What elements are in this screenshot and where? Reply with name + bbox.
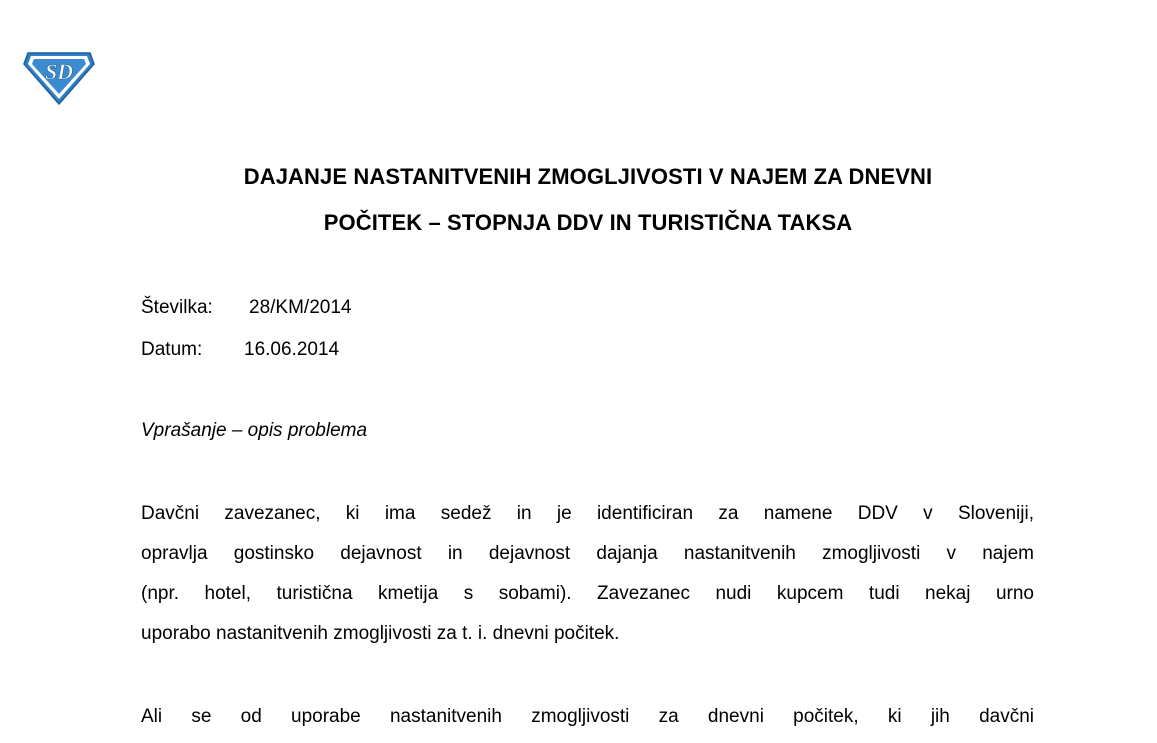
document-date-value: 16.06.2014 <box>244 339 340 360</box>
document-number-row <box>141 295 351 321</box>
document-title-line-2: POČITEK – STOPNJA DDV IN TURISTIČNA TAKSA <box>323 210 853 235</box>
question-heading: Vprašanje – opis problema <box>141 420 368 441</box>
paragraph-line: opravlja gostinsko dejavnost in dejavnost dajanja nastanitvenih zmogljivosti v najem <box>141 543 1034 564</box>
question-paragraph-2 <box>141 697 1034 737</box>
document-title <box>100 154 1076 246</box>
question-paragraph <box>141 494 1034 654</box>
document-title-line-1: DAJANJE NASTANITVENIH ZMOGLJIVOSTI V NAJEM ZA DNEVNI <box>243 164 933 189</box>
document-number-value: 28/KM/2014 <box>249 297 352 318</box>
document-date-label: Datum: <box>141 339 203 360</box>
document-number-label: Številka: <box>141 297 213 318</box>
paragraph-line: Ali se od uporabe nastanitvenih zmogljivosti za dnevni počitek, ki jih davčni <box>141 706 1034 727</box>
logo-text: SD <box>44 59 74 84</box>
document-date-row <box>141 337 339 363</box>
sd-diamond-logo-icon <box>22 50 96 106</box>
paragraph-line: uporabo nastanitvenih zmogljivosti za t. i. dnevni počitek. <box>141 623 620 644</box>
paragraph-line: (npr. hotel, turistična kmetija s sobami). Zavezanec nudi kupcem tudi nekaj urno <box>141 583 1034 604</box>
paragraph-line: Davčni zavezanec, ki ima sedež in je identificiran za namene DDV v Sloveniji, <box>141 503 1034 524</box>
